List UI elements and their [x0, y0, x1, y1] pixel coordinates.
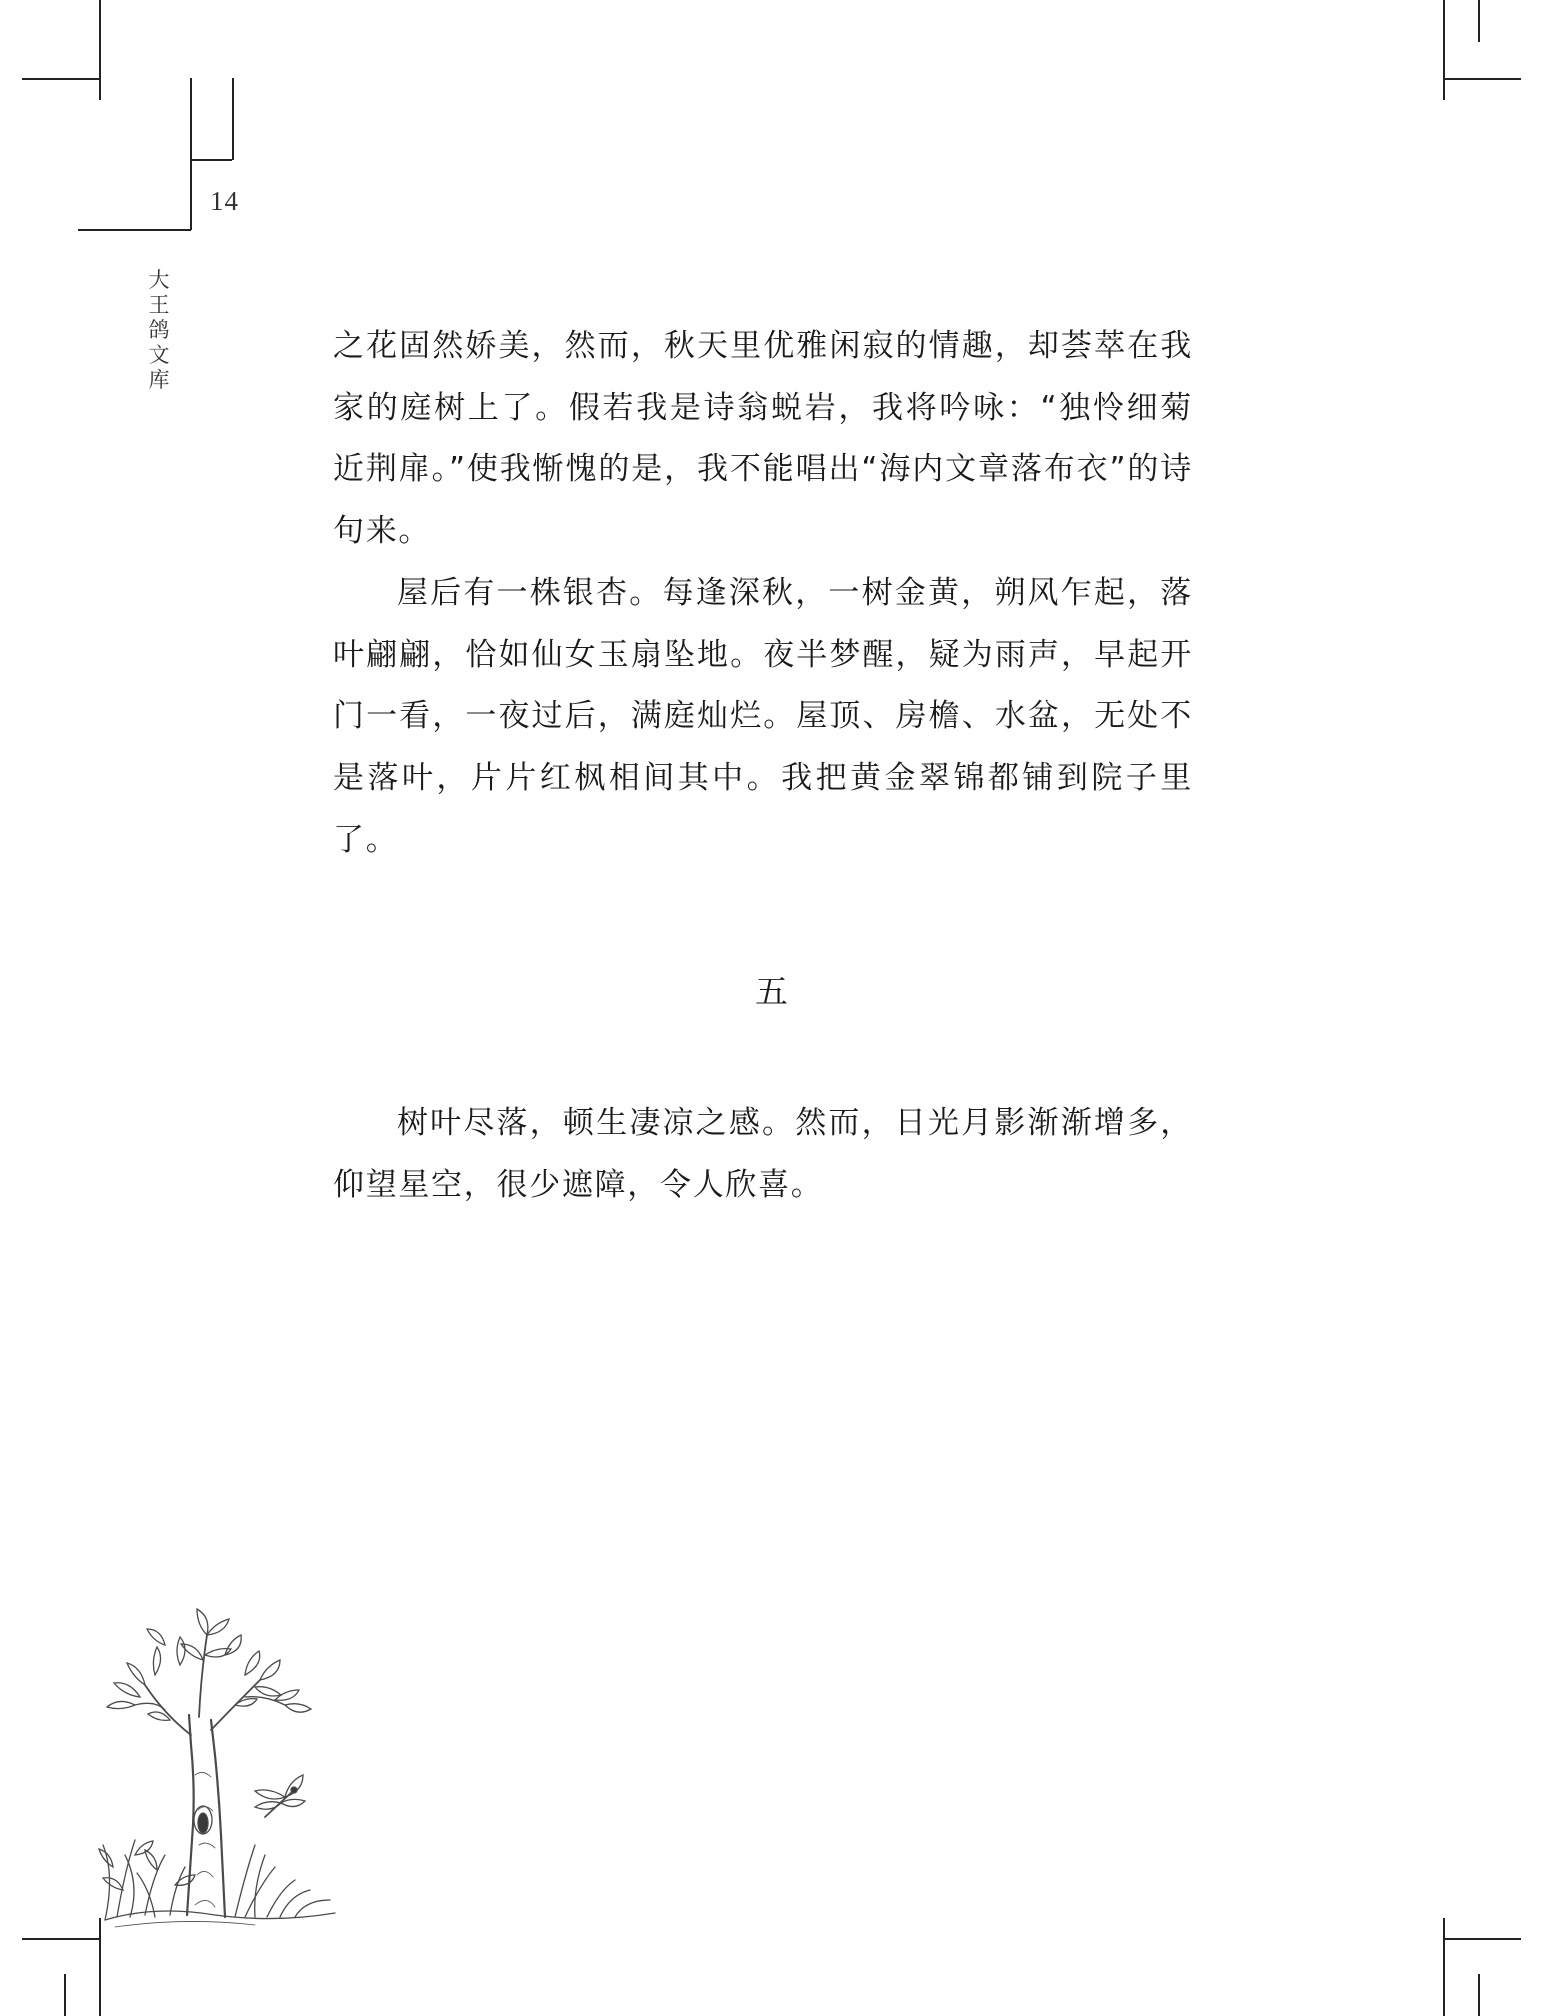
series-title-char: 王 — [148, 293, 170, 317]
section-body-text — [333, 1093, 1193, 1216]
crop-mark-line — [1443, 78, 1521, 80]
series-title-char: 文 — [148, 343, 170, 367]
trim-line-vertical — [232, 78, 234, 160]
series-title — [147, 268, 171, 393]
series-title-char: 库 — [148, 368, 170, 392]
tree-illustration-icon — [95, 1605, 345, 1935]
crop-mark-line — [1443, 0, 1445, 100]
trim-line-vertical — [1478, 0, 1480, 42]
trim-line-horizontal — [190, 159, 232, 161]
body-text — [333, 316, 1193, 871]
series-title-char: 大 — [148, 268, 170, 292]
trim-line-vertical — [64, 1974, 66, 2016]
trim-line-vertical — [1478, 1974, 1480, 2016]
page-number: 14 — [210, 186, 239, 216]
crop-mark-line — [99, 0, 101, 100]
section-heading: 五 — [755, 972, 788, 1011]
trim-line-vertical — [190, 78, 192, 230]
crop-mark-line — [22, 1938, 100, 1940]
paragraph: 之花固然娇美，然而，秋天里优雅闲寂的情趣，却荟萃在我家的庭树上了。假若我是诗翁蜕岩，我将吟咏：“独怜细菊近荆扉。”使我惭愧的是，我不能唱出“海内文章落布衣”的诗句来。 — [333, 328, 1193, 550]
crop-mark-line — [22, 78, 100, 80]
crop-mark-line — [1443, 1918, 1445, 2016]
crop-mark-line — [1443, 1938, 1521, 1940]
paragraph: 屋后有一株银杏。每逢深秋，一树金黄，朔风乍起，落叶翩翩，恰如仙女玉扇坠地。夜半梦醒，疑为雨声，早起开门一看，一夜过后，满庭灿烂。屋顶、房檐、水盆，无处不是落叶，片片红枫相间其中。我把黄金翠锦都铺到院子里了。 — [333, 574, 1193, 858]
paragraph: 树叶尽落，顿生凄凉之感。然而，日光月影渐渐增多，仰望星空，很少遮障，令人欣喜。 — [333, 1105, 1193, 1203]
trim-line-horizontal — [78, 229, 191, 231]
series-title-char: 鸽 — [148, 318, 170, 342]
